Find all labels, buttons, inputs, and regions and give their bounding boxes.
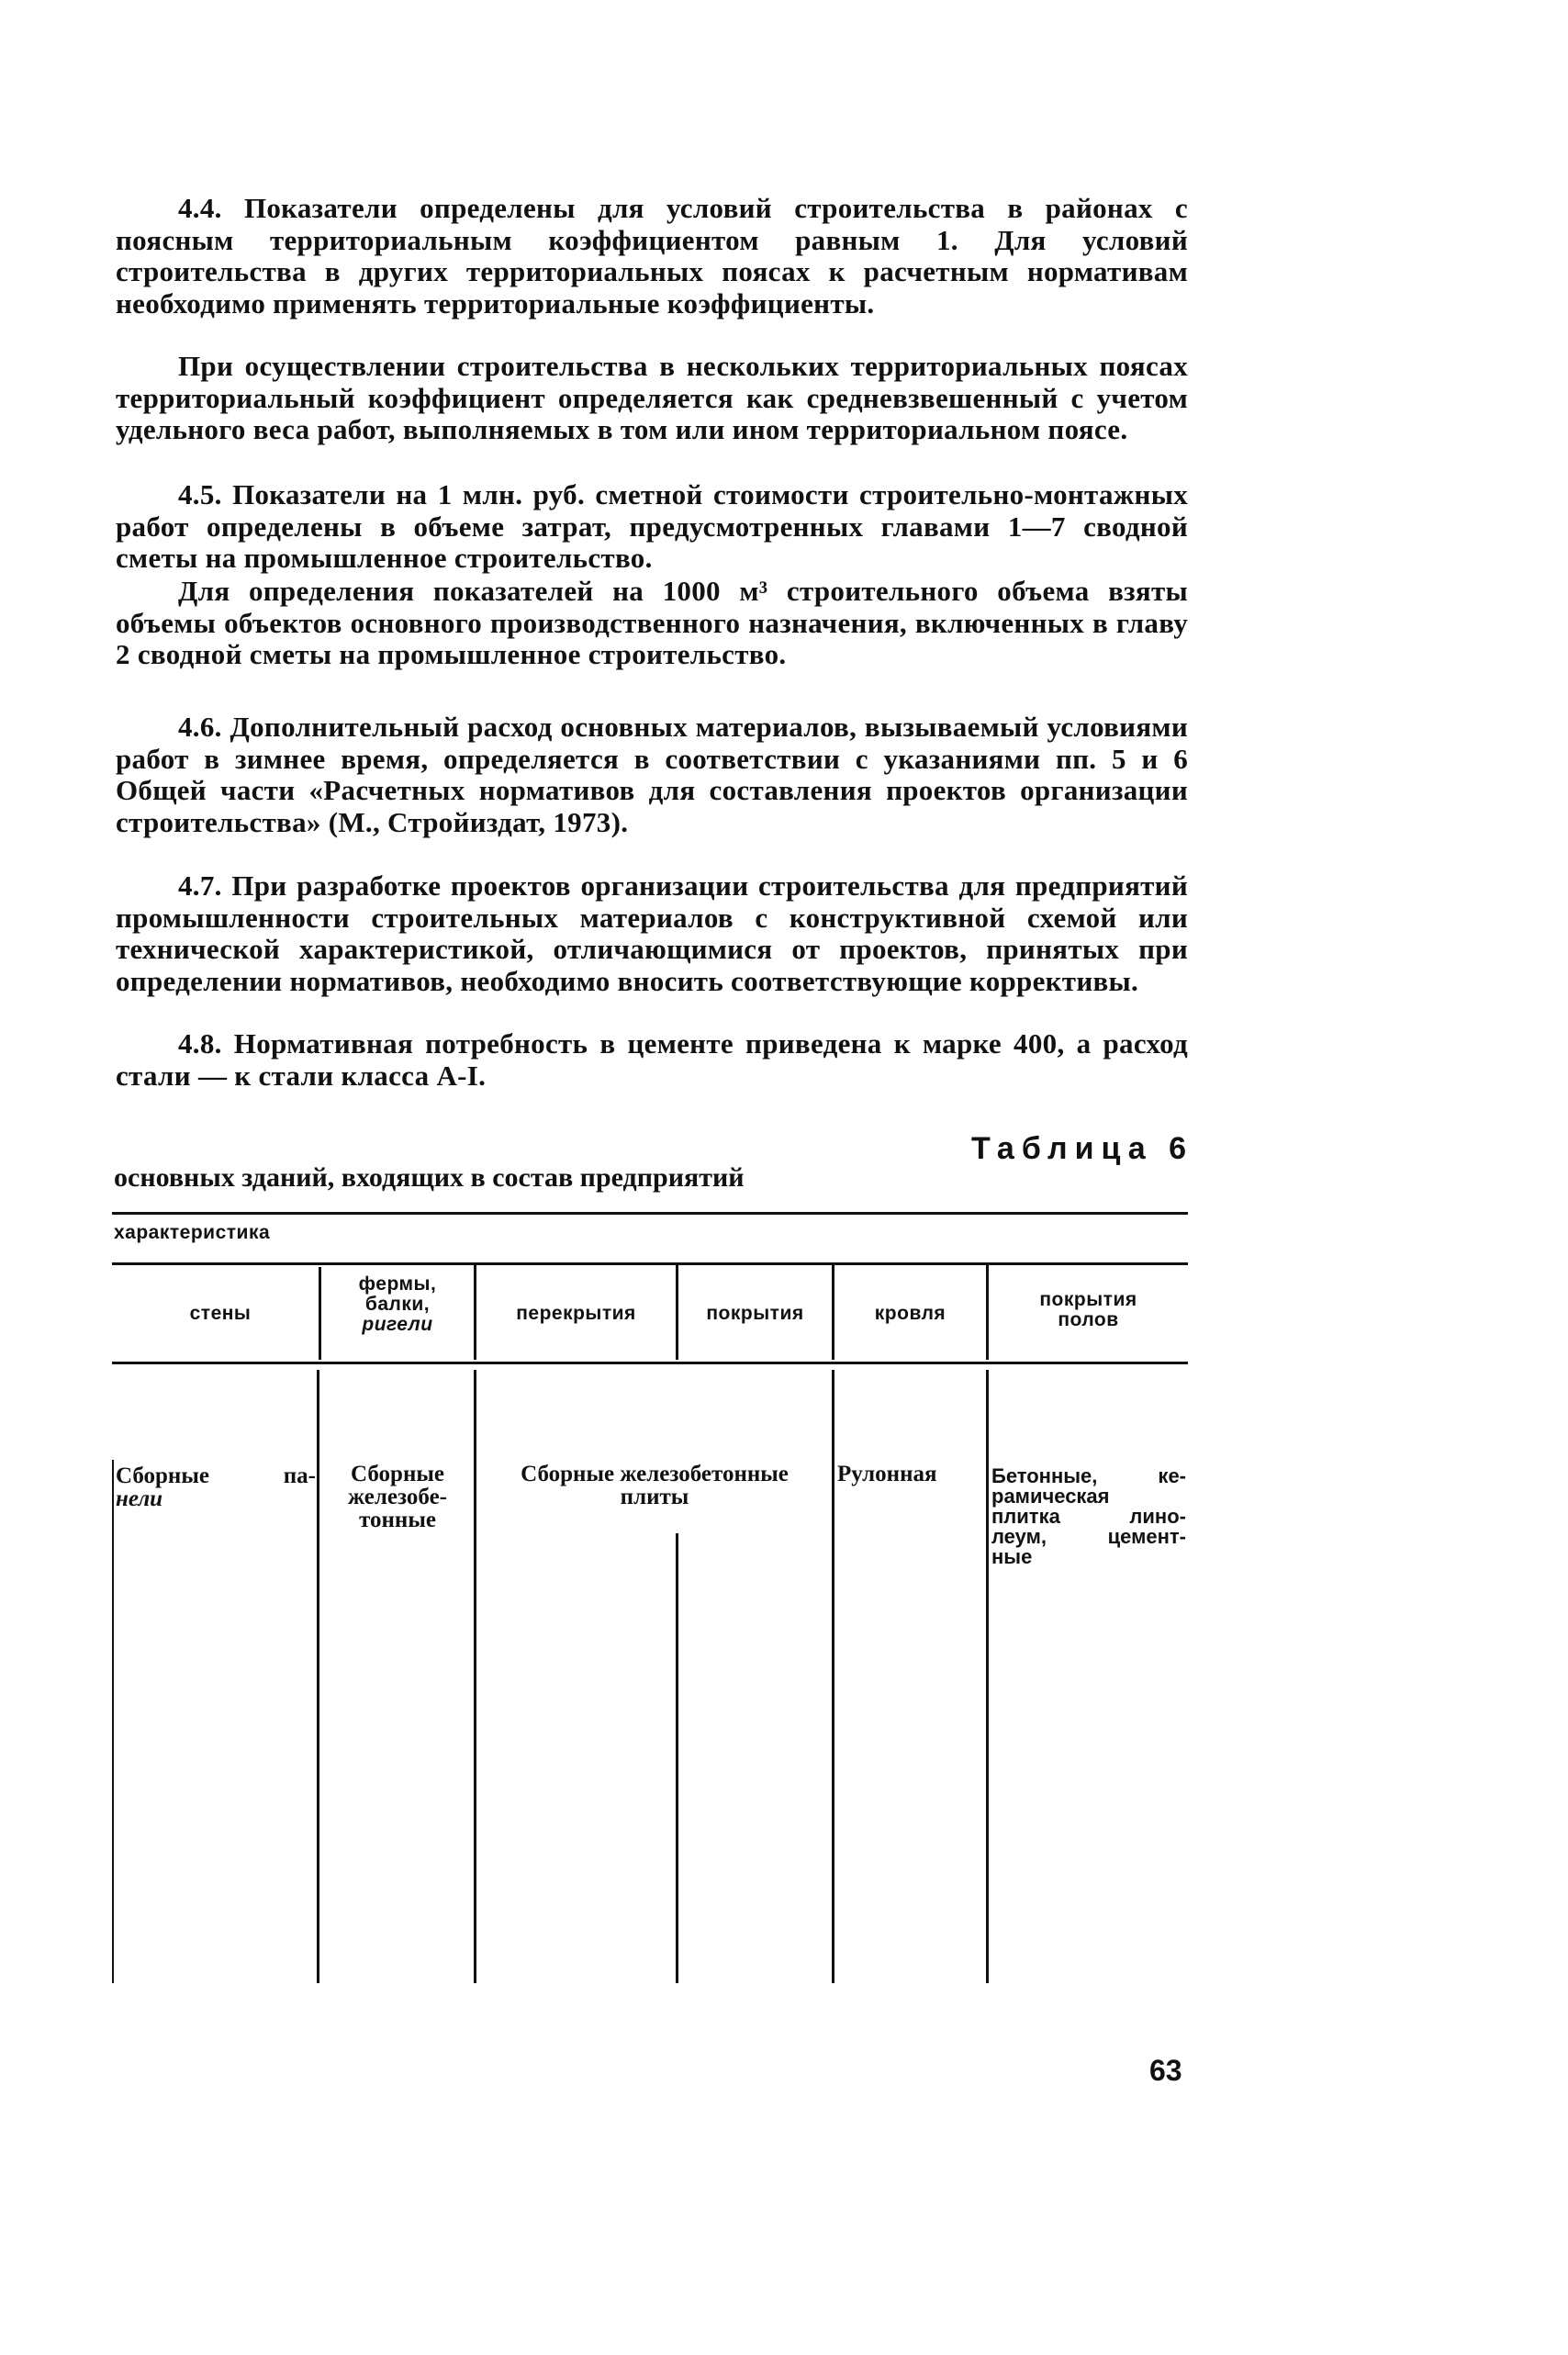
group-header-label: характеристика — [114, 1222, 271, 1243]
page-number: 63 — [1149, 2054, 1182, 2087]
cell-roof: Рулонная — [837, 1462, 937, 1486]
table-top-rule — [112, 1212, 1188, 1215]
col-header-slabs: перекрытия — [516, 1303, 636, 1324]
column-divider — [474, 1370, 476, 1983]
paragraph-4-8: 4.8. Нормативная потребность в цементе приведена к марке 400, а расход стали — к стали класса А-I. — [116, 1027, 1188, 1092]
paragraph-4-4-continued: При осуществлении строительства в нескольких территориальных поясах территориальный коэффициент определяется как средневзвешенный с учетом удельного веса работ, выполняемых в том или ином территориальном поясе. — [116, 350, 1188, 445]
paragraph-4-6: 4.6. Дополнительный расход основных материалов, вызываемый условиями работ в зимнее время, определяется в соответствии с указаниями пп. 5 и 6 Общей части «Расчетных нормативов для составления проектов организации строительства» (М., Стройиздат, 1973). — [116, 711, 1188, 838]
table-title: Таблица 6 — [971, 1131, 1194, 1166]
col-header-covers: покрытия — [706, 1303, 804, 1324]
column-divider — [676, 1533, 678, 1983]
paragraph-4-4: 4.4. Показатели определены для условий строительства в районах с поясным территориальным коэффициентом равным 1. Для условий строительства в других территориальных поясах к расчетным нормативам необходимо применять территориальные коэффициенты. — [116, 192, 1188, 320]
paragraph-4-7: 4.7. При разработке проектов организации строительства для предприятий промышленности строительных материалов с конструктивной схемой или технической характеристикой, отличающимися от проектов, принятых при определении нормативов, необходимо вносить соответствующие коррективы. — [116, 869, 1188, 997]
col-header-trusses: фермы, балки, ригели — [358, 1273, 437, 1335]
cell-walls: Сборные па- нели — [116, 1463, 316, 1511]
cell-floors: Бетонные, ке- рамическая плитка лино- леум, цемент- ные — [991, 1464, 1186, 1568]
group-header-rule — [112, 1262, 1188, 1265]
col-header-roof: кровля — [874, 1303, 946, 1324]
col-header-walls: стены — [189, 1303, 252, 1324]
header-bottom-rule — [112, 1362, 1188, 1364]
column-divider — [112, 1460, 114, 1983]
paragraph-4-5: 4.5. Показатели на 1 млн. руб. сметной стоимости строительно-монтажных работ определены в объеме затрат, предусмотренных главами 1—7 сводной сметы на промышленное строительство. — [116, 478, 1188, 574]
paragraph-4-5-continued: Для определения показателей на 1000 м³ строительного объема взяты объемы объектов основного производственного назначения, включенных в главу 2 сводной сметы на промышленное строительство. — [116, 575, 1188, 670]
column-divider — [317, 1370, 319, 1983]
column-divider — [832, 1370, 834, 1983]
col-header-floors: покрытия полов — [1039, 1289, 1137, 1330]
table-caption: основных зданий, входящих в состав предприятий — [114, 1162, 745, 1193]
cell-trusses: Сборные железобе- тонные — [347, 1462, 447, 1532]
cell-slabs-and-covers: Сборные железобетонные плиты — [521, 1462, 789, 1509]
